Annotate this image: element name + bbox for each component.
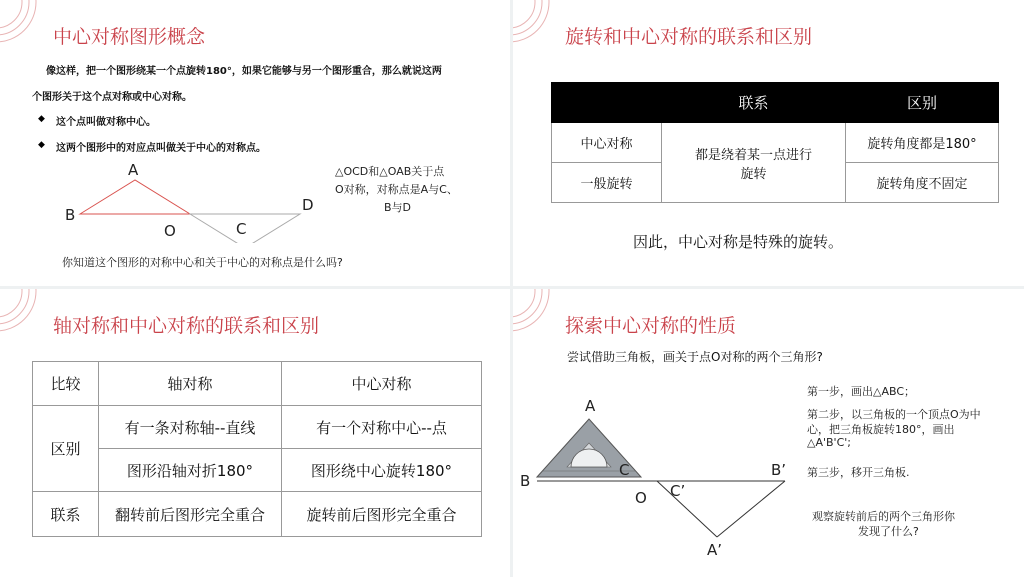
- row-name: 中心对称: [552, 123, 662, 163]
- header-cell: 比较: [33, 362, 99, 406]
- rotation-diagram: [517, 399, 807, 559]
- bullet-icon: ◆: [38, 140, 45, 150]
- conclusion-text: 因此，中心对称是特殊的旋转。: [633, 233, 844, 251]
- note-line-1: △OCD和△OAB关于点: [335, 165, 445, 178]
- corner-arcs-decoration: [513, 289, 551, 333]
- page-title: 旋转和中心对称的联系和区别: [565, 26, 813, 48]
- table-row: [33, 406, 482, 449]
- step-2-line-3: △A'B'C';: [807, 436, 851, 449]
- slide-4[interactable]: [513, 289, 1024, 577]
- label-a: A: [585, 399, 596, 415]
- row-name: 一般旋转: [552, 163, 662, 203]
- axis-cell: 翻转前后图形完全重合: [99, 492, 282, 537]
- observe-line-1: 观察旋转前后的两个三角形你: [812, 510, 955, 523]
- table-header-row: [33, 362, 482, 406]
- slide-1[interactable]: [0, 0, 510, 286]
- label-c-prime: C’: [670, 482, 686, 500]
- note-line-2: O对称，对称点是A与C、: [335, 183, 458, 196]
- center-cell: 图形绕中心旋转180°: [282, 449, 482, 492]
- axis-cell: 图形沿轴对折180°: [99, 449, 282, 492]
- step-2-line-1: 第二步，以三角板的一个顶点O为中: [807, 408, 981, 421]
- table-header-row: [552, 83, 999, 123]
- table-row: [33, 492, 482, 537]
- label-d: D: [302, 196, 314, 214]
- axis-cell: 有一条对称轴--直线: [99, 406, 282, 449]
- label-a-prime: A’: [707, 541, 723, 559]
- difference-cell: 旋转角度都是180°: [846, 123, 999, 163]
- page-title: 中心对称图形概念: [53, 26, 206, 48]
- row-label: 区别: [33, 406, 99, 492]
- page-title: 探索中心对称的性质: [565, 315, 737, 337]
- table-row: [552, 123, 999, 163]
- triangle-oab: [80, 180, 190, 214]
- header-cell: 中心对称: [282, 362, 482, 406]
- label-o: O: [635, 489, 647, 507]
- label-b-prime: B’: [771, 461, 787, 479]
- label-c: C: [236, 220, 247, 238]
- definition-line-2: 个图形关于这个点对称或中心对称。: [32, 92, 192, 103]
- rotation-comparison-table: [551, 82, 999, 203]
- bullet-icon: ◆: [38, 114, 45, 124]
- step-1: 第一步，画出△ABC；: [807, 385, 916, 398]
- header-cell: 联系: [662, 83, 846, 123]
- label-o: O: [164, 222, 176, 240]
- slide-3[interactable]: [0, 289, 510, 577]
- observe-line-2: 发现了什么?: [858, 525, 919, 538]
- row-label: 联系: [33, 492, 99, 537]
- page-title: 轴对称和中心对称的联系和区别: [53, 315, 320, 337]
- label-b: B: [520, 472, 531, 490]
- bullet-1: 这个点叫做对称中心。: [56, 117, 156, 128]
- corner-arcs-decoration: [513, 0, 551, 44]
- corner-arcs-decoration: [0, 0, 38, 44]
- header-cell: [552, 83, 662, 123]
- difference-cell: 旋转角度不固定: [846, 163, 999, 203]
- center-cell: 旋转前后图形完全重合: [282, 492, 482, 537]
- step-2-line-2: 心，把三角板旋转180°，画出: [807, 423, 955, 436]
- note-line-3: B与D: [384, 201, 412, 214]
- label-a: A: [128, 161, 139, 179]
- bullet-2: 这两个图形中的对应点叫做关于中心的对称点。: [56, 143, 266, 154]
- label-c: C: [619, 461, 630, 479]
- header-cell: 轴对称: [99, 362, 282, 406]
- center-cell: 有一个对称中心--点: [282, 406, 482, 449]
- slide-2[interactable]: [513, 0, 1024, 286]
- common-cell: 都是绕着某一点进行 旋转: [662, 123, 846, 203]
- prompt-text: 尝试借助三角板，画关于点O对称的两个三角形?: [567, 350, 823, 364]
- definition-line-1: 像这样，把一个图形绕某一个点旋转180°，如果它能够与另一个图形重合，那么就说这两: [46, 66, 442, 77]
- label-b: B: [65, 206, 76, 224]
- symmetry-comparison-table: [32, 361, 482, 537]
- triangle-diagram: [60, 158, 330, 243]
- table-row: [33, 449, 482, 492]
- step-3: 第三步，移开三角板.: [807, 466, 910, 479]
- corner-arcs-decoration: [0, 289, 38, 333]
- header-cell: 区别: [846, 83, 999, 123]
- question-text: 你知道这个图形的对称中心和关于中心的对称点是什么吗?: [62, 256, 343, 269]
